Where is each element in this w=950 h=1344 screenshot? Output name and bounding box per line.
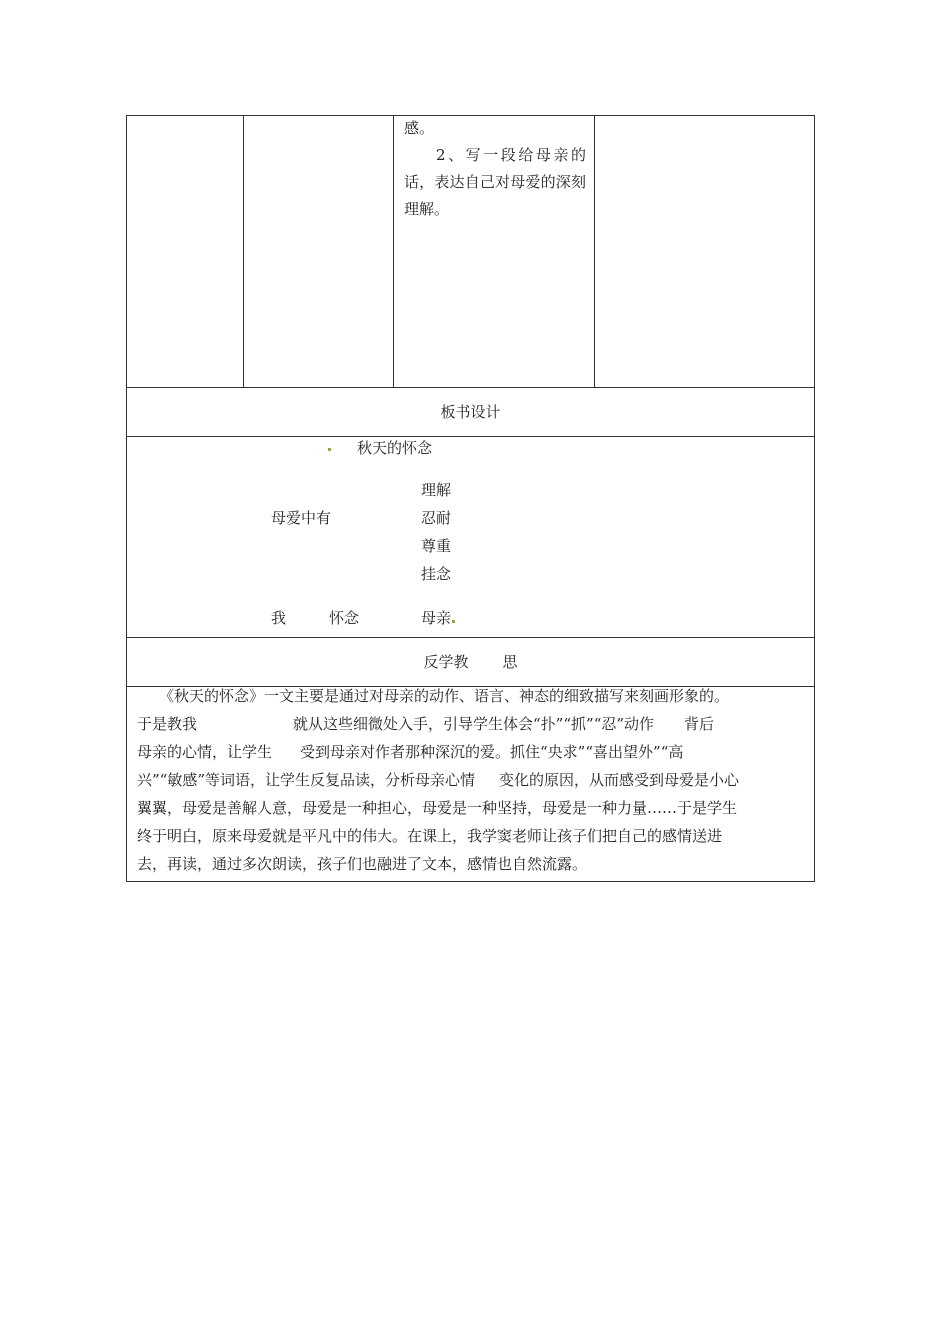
reflection-text: 受到母亲对作者那种深沉的爱。抓住“央求”“喜出望外”“高 xyxy=(300,743,684,761)
reflection-text: 《秋天的怀念》一文主要是通过对母亲的动作、语言、神态的细致描写来刻画形象的。 xyxy=(159,687,730,705)
student-activity-cell xyxy=(394,116,594,387)
cell-text-item-2: 2、写一段给母亲的话，表达自己对母爱的深刻理解。 xyxy=(404,146,586,218)
board-item-understanding: 理解 xyxy=(421,481,452,499)
reflection-text: 终于明白，原来母爱就是平凡中的伟大。在课上，我学窦老师让孩子们把自己的感情送进 xyxy=(137,827,723,845)
reflection-text: 去，再读，通过多次朗读，孩子们也融进了文本，感情也自然流露。 xyxy=(137,855,588,873)
reflection-heading xyxy=(127,638,814,687)
column-divider xyxy=(594,116,595,387)
reflection-line xyxy=(137,794,809,822)
board-bottom-miss: 怀念 xyxy=(329,609,360,627)
board-design-content xyxy=(127,437,814,638)
board-item-concern: 挂念 xyxy=(421,565,452,583)
decorative-dot xyxy=(328,448,331,451)
reflection-line xyxy=(137,822,809,850)
reflection-line xyxy=(137,738,809,766)
reflection-text: 兴”“敏感”等词语，让学生反复品读，分析母亲心情 xyxy=(137,771,476,789)
reflection-line xyxy=(137,710,809,738)
reflection-line xyxy=(137,850,809,878)
reflection-body xyxy=(137,682,809,878)
reflection-line xyxy=(137,682,809,710)
reflection-text: 变化的原因，从而感受到母爱是小心 xyxy=(499,771,740,789)
decorative-dot xyxy=(452,620,455,623)
cell-text-continuation: 感。 xyxy=(404,119,435,137)
board-left-label: 母爱中有 xyxy=(271,509,332,527)
column-divider xyxy=(243,116,244,387)
board-bottom-me: 我 xyxy=(271,609,287,627)
reflection-text: 母亲的心情，让学生 xyxy=(137,743,273,761)
reflection-heading-part-2: 思 xyxy=(502,653,518,671)
table-row-activities xyxy=(127,116,814,388)
board-bottom-mother: 母亲 xyxy=(421,609,452,627)
reflection-line xyxy=(137,766,809,794)
lesson-table xyxy=(126,115,815,882)
reflection-text: 背后 xyxy=(684,715,715,733)
reflection-text: 就从这些细微处入手，引导学生体会“扑”“抓”“忍”动作 xyxy=(293,715,655,733)
board-design-heading: 板书设计 xyxy=(127,388,814,437)
board-item-respect: 尊重 xyxy=(421,537,452,555)
reflection-heading-part-1: 反学教 xyxy=(423,653,469,671)
board-title: 秋天的怀念 xyxy=(357,439,433,457)
reflection-text: 于是教我 xyxy=(137,715,198,733)
board-item-patience: 忍耐 xyxy=(421,509,452,527)
reflection-text: 翼翼，母爱是善解人意，母爱是一种担心，母爱是一种坚持，母爱是一种力量……于是学生 xyxy=(137,799,738,817)
